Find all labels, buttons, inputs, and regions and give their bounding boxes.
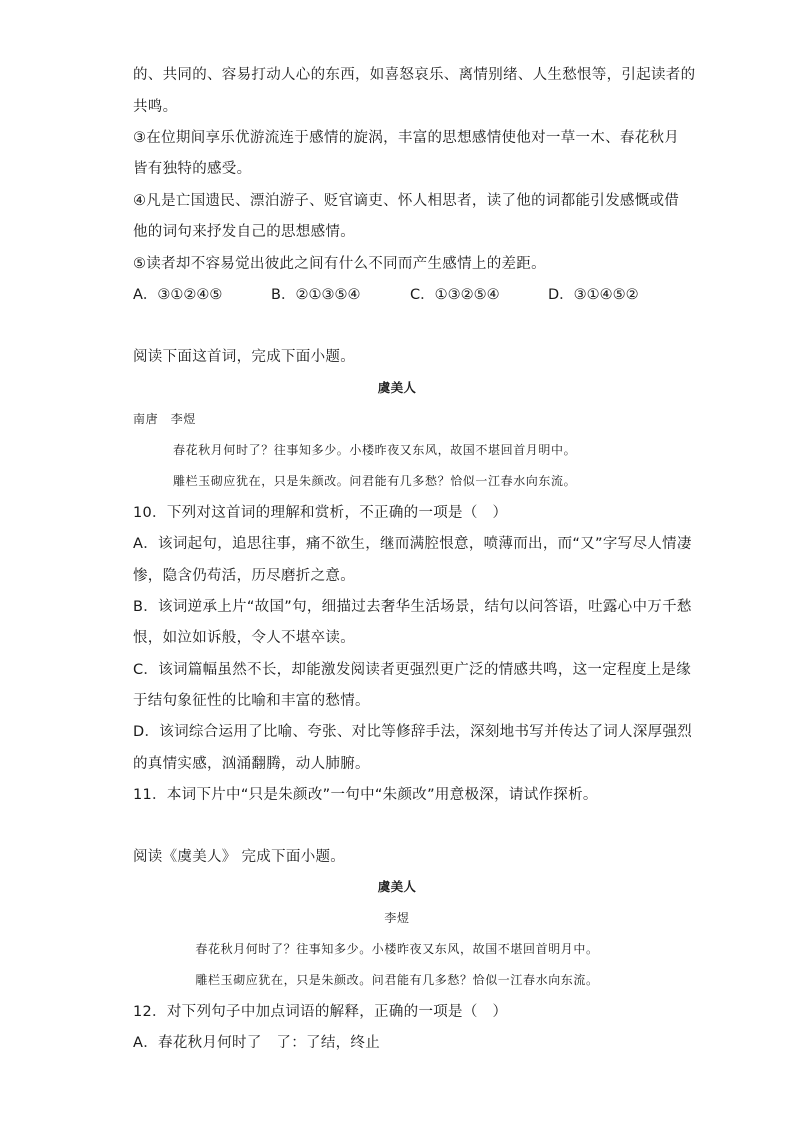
q10-option-a-line-1: A．该词起句，追思往事，痛不欲生，继而满腔恨意，喷薄而出，而“又”字写尽人情凄 [133,536,692,552]
intro-line-1: 的、共同的、容易打动人心的东西，如喜怒哀乐、离情别绪、人生愁恨等，引起读者的 [133,67,696,83]
intro-line-2: 共鸣。 [133,99,178,115]
q10-option-d-line-1: D．该词综合运用了比喻、夸张、对比等修辞手法，深刻地书写并传达了词人深厚强烈 [133,724,693,740]
q12-stem: 12．对下列句子中加点词语的解释，正确的一项是（ ） [133,1004,508,1020]
section2-poem-title: 虞美人 [377,879,417,894]
sentence-4-line-2: 他的词句来抒发自己的思想感情。 [133,224,355,240]
q10-option-b-line-1: B．该词逆承上片“故国”句，细描过去奢华生活场景，结句以问答语，吐露心中万千愁 [133,599,692,615]
sentence-4-line-1: ④凡是亡国遗民、漂泊游子、贬官谪吏、怀人相思者，读了他的词都能引发感慨或借 [133,193,680,209]
q10-stem: 10．下列对这首词的理解和赏析，不正确的一项是（ ） [133,505,508,521]
q12-option-a: A．春花秋月何时了 了：了结，终止 [133,1035,381,1051]
section2-poem-author: 李煜 [384,911,410,925]
section1-instruction: 阅读下面这首词，完成下面小题。 [133,349,355,365]
q10-option-c-line-1: C．该词篇幅虽然不长，却能激发阅读者更强烈更广泛的情感共鸣，这一定程度上是缘 [133,662,692,678]
q11-stem: 11．本词下片中“只是朱颜改”一句中“朱颜改”用意极深，请试作探析。 [133,787,598,803]
q10-option-c-line-2: 于结句象征性的比喻和丰富的愁情。 [133,693,370,709]
q9-option-a: A．③①②④⑤ [133,287,223,303]
section2-poem-line-2: 雕栏玉砌应犹在，只是朱颜改。问君能有几多愁？恰似一江春水向东流。 [195,973,599,987]
sentence-5-line: ⑤读者却不容易觉出彼此之间有什么不同而产生感情上的差距。 [133,256,546,272]
section1-poem-author: 南唐 李煜 [133,412,197,426]
q9-option-b: B．②①③⑤④ [271,287,361,303]
q10-option-d-line-2: 的真情实感，汹涌翻腾，动人肺腑。 [133,756,370,772]
q10-option-a-line-2: 惨，隐含仍苟活，历尽磨折之意。 [133,568,355,584]
section2-poem-line-1: 春花秋月何时了？往事知多少。小楼昨夜又东风，故国不堪回首明月中。 [195,942,599,956]
q10-option-b-line-2: 恨，如泣如诉般，令人不堪卒读。 [133,630,355,646]
section1-poem-title: 虞美人 [377,380,417,395]
section1-poem-line-1: 春花秋月何时了？往事知多少。小楼昨夜又东风，故国不堪回首月明中。 [173,443,577,457]
section2-instruction: 阅读《虞美人》 完成下面小题。 [133,849,346,865]
section1-poem-line-2: 雕栏玉砌应犹在，只是朱颜改。问君能有几多愁？恰似一江春水向东流。 [173,474,577,488]
q9-option-d: D．③①④⑤② [548,287,639,303]
sentence-3-line-1: ③在位期间享乐优游流连于感情的旋涡，丰富的思想感情使他对一草一木、春花秋月 [133,130,680,146]
sentence-3-line-2: 皆有独特的感受。 [133,161,252,177]
q9-option-c: C．①③②⑤④ [410,287,500,303]
